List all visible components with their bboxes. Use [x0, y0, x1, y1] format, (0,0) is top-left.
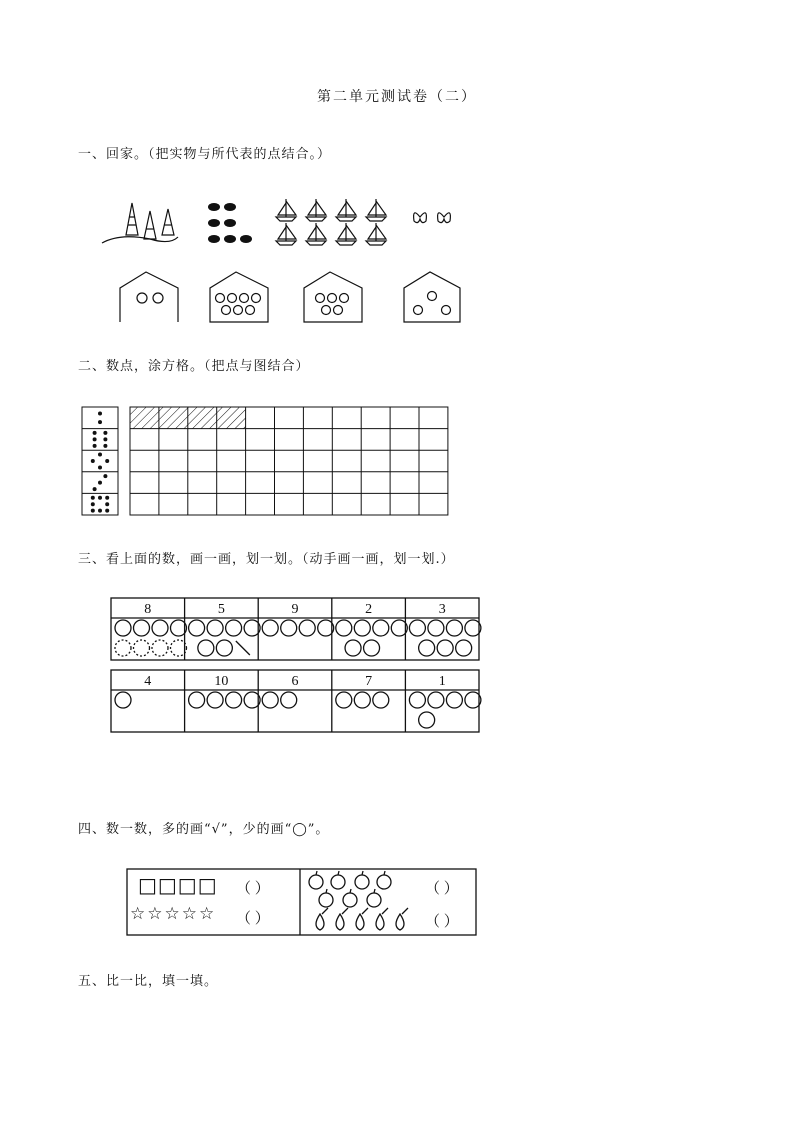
- sailboat-icons: [276, 199, 386, 245]
- q3-circle: [446, 692, 462, 708]
- q4-paren-stars[interactable]: （ ）: [236, 911, 270, 927]
- q1-title: 一、回家。（把实物与所代表的点结合。）: [78, 147, 332, 162]
- die-dot: [105, 502, 109, 506]
- die-dot: [98, 453, 102, 457]
- q3-circle: [428, 620, 444, 636]
- q4-title: 四、数一数，多的画“√”，少的画“◯”。: [78, 822, 330, 837]
- q3-circle: [336, 692, 352, 708]
- die-dot: [98, 465, 102, 469]
- die-dot: [98, 481, 102, 485]
- q3-circle: [226, 692, 242, 708]
- q3-circle: [354, 620, 370, 636]
- die-dot: [91, 496, 95, 500]
- die-dot: [98, 496, 102, 500]
- bee-icons: [208, 203, 252, 243]
- q3-table-1: [110, 597, 482, 661]
- q3-number: 8: [144, 602, 152, 617]
- q3-circle: [281, 692, 297, 708]
- q3-number: 2: [365, 602, 373, 617]
- q3-circle: [373, 692, 389, 708]
- q3-circle: [262, 692, 278, 708]
- q4-squares: □□□□: [138, 873, 218, 897]
- q3-circle: [354, 692, 370, 708]
- die-dot: [93, 431, 97, 435]
- q3-circle: [419, 640, 435, 656]
- die-dot: [105, 509, 109, 513]
- q4-stars: ☆☆☆☆☆: [130, 904, 217, 924]
- q3-table-2: [110, 669, 482, 733]
- q3-number: 3: [438, 602, 446, 617]
- q3-circle: [262, 620, 278, 636]
- page-title: 第二单元测试卷（二）: [317, 89, 477, 105]
- house-3: [304, 272, 362, 322]
- q3-circle: [456, 640, 472, 656]
- q3-circle: [419, 712, 435, 728]
- die-dot: [93, 444, 97, 448]
- q3-number: 10: [214, 674, 229, 689]
- q3-circle: [207, 620, 223, 636]
- die-dot: [103, 437, 107, 441]
- q3-number: 4: [144, 674, 152, 689]
- die-dot: [91, 502, 95, 506]
- die-dot: [91, 459, 95, 463]
- q1-objects: [100, 195, 470, 255]
- q1-houses: [118, 270, 468, 325]
- die-dot: [105, 459, 109, 463]
- die-dot: [98, 509, 102, 513]
- q3-circle: [364, 640, 380, 656]
- die-dot: [91, 509, 95, 513]
- q5-title: 五、比一比，填一填。: [78, 974, 219, 989]
- pear-icons: [316, 908, 408, 930]
- q3-circle: [189, 692, 205, 708]
- q3-circle: [446, 620, 462, 636]
- q3-circle: [198, 640, 214, 656]
- q3-dashed-circle: [134, 640, 150, 656]
- q3-circle: [115, 620, 131, 636]
- die-dot: [98, 420, 102, 424]
- q4-paren-squares[interactable]: （ ）: [236, 881, 270, 897]
- q3-title: 三、看上面的数，画一画，划一划。（动手画一画，划一划.）: [78, 552, 455, 567]
- q3-circle: [373, 620, 389, 636]
- q3-dashed-circle: [152, 640, 168, 656]
- q3-dashed-circle: [115, 640, 131, 656]
- shaded-cell: [217, 407, 246, 429]
- shaded-cell: [130, 407, 159, 429]
- q2-title: 二、数点，涂方格。（把点与图结合）: [78, 359, 310, 374]
- q3-circle: [189, 620, 205, 636]
- q3-circle: [299, 620, 315, 636]
- die-dot: [103, 444, 107, 448]
- q4-paren-pears[interactable]: （ ）: [425, 914, 459, 930]
- q3-number: 1: [438, 674, 446, 689]
- q3-circle: [226, 620, 242, 636]
- q3-number: 5: [217, 602, 225, 617]
- q3-circle: [437, 640, 453, 656]
- shaded-cell: [159, 407, 188, 429]
- die-dot: [93, 487, 97, 491]
- q3-circle: [115, 692, 131, 708]
- q3-circle: [207, 692, 223, 708]
- die-dot: [93, 437, 97, 441]
- q3-number: 9: [291, 602, 299, 617]
- house-1: [120, 272, 178, 322]
- q3-circle: [336, 620, 352, 636]
- q3-circle: [409, 620, 425, 636]
- butterfly-icons: [414, 213, 451, 223]
- q2-grid: [80, 405, 450, 517]
- q3-circle: [409, 692, 425, 708]
- q3-circle: [216, 640, 232, 656]
- q3-circle: [428, 692, 444, 708]
- q3-number: 6: [291, 674, 299, 689]
- apple-icons: [309, 871, 391, 907]
- die-dot: [98, 411, 102, 415]
- shaded-cell: [188, 407, 217, 429]
- q3-circle: [281, 620, 297, 636]
- house-4: [404, 272, 460, 322]
- die-dot: [105, 496, 109, 500]
- die-dot: [103, 431, 107, 435]
- q3-circle: [152, 620, 168, 636]
- die-dot: [103, 474, 107, 478]
- q3-circle: [345, 640, 361, 656]
- q3-number: 7: [365, 674, 373, 689]
- q3-cross-line: [236, 641, 250, 655]
- q3-circle: [134, 620, 150, 636]
- q4-paren-apples[interactable]: （ ）: [425, 881, 459, 897]
- bamboo-shoots-icon: [102, 203, 178, 243]
